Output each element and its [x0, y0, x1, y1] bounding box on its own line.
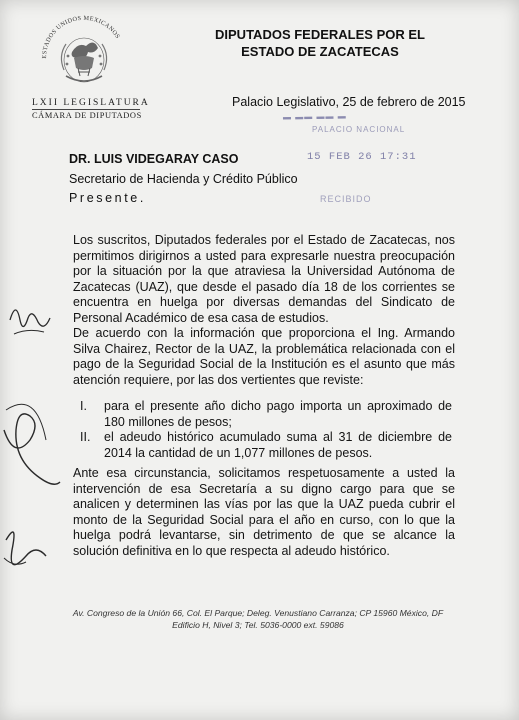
legislature-label: LXII LEGISLATURA — [32, 98, 150, 108]
mexican-coat-of-arms-seal-icon — [34, 10, 134, 96]
place-and-date: Palacio Legislativo, 25 de febrero de 2015 — [232, 95, 466, 109]
footer-line-1: Av. Congreso de la Unión 66, Col. El Parque; Deleg. Venustiano Carranza; CP 15960 México, DF — [72, 608, 444, 618]
recipient-title: Secretario de Hacienda y Crédito Público — [69, 172, 298, 186]
stamp-palace: PALACIO NACIONAL — [312, 125, 406, 134]
body-paragraph-1: Los suscritos, Diputados federales por el Estado de Zacatecas, nos permitimos dirigirnos a usted para expresarle nuestra preocupación por la situación por la que atraviesa la Universidad Autónoma de Zacatecas (UAZ), que desde el pasado día 18 de los corrientes se encuentra en huelga por diversas demandas del Sindicato de Personal Académico de esa casa de estudios. — [73, 233, 455, 325]
chamber-label: CÁMARA DE DIPUTADOS — [32, 111, 142, 120]
list-item-text: para el presente año dicho pago importa un aproximado de 180 millones de pesos; — [104, 399, 452, 429]
stamp-smudge: ▬ ▬▬ ▬▬ ▬ — [282, 111, 347, 122]
recipient-presente: Presente. — [69, 191, 146, 205]
body-paragraph-2: De acuerdo con la información que proporciona el Ing. Armando Silva Chairez, Rector de la UAZ, la problemática relacionada con el pago de la Seguridad Social de la Institución es el asunto que más atención requiere, por las dos vertientes que reviste: — [73, 326, 455, 387]
list-item-text: el adeudo histórico acumulado suma al 31 de diciembre de 2014 la cantidad de un 1,077 millones de pesos. — [104, 430, 452, 460]
letterhead-title — [210, 26, 430, 60]
list-item-number: II. — [80, 430, 91, 444]
seal-ring-text: ESTADOS UNIDOS MEXICANOS — [40, 14, 122, 59]
recipient-name: DR. LUIS VIDEGARAY CASO — [69, 152, 239, 166]
address-footer — [62, 607, 454, 631]
letterhead-title-line1: DIPUTADOS FEDERALES POR EL — [215, 27, 425, 42]
body-paragraph-3: Ante esa circunstancia, solicitamos respetuosamente a usted la intervención de esa Secretaría a su digno cargo para que se analicen y determinen las vías por las que la UAZ pueda cubrir el monto de la Seguridad Social para el año en curso, con lo que la huelga podrá levantarse, sin detrimento de que se alcance la solución definitiva en lo que respecta al adeudo histórico. — [73, 466, 455, 558]
stamp-received-label: RECIBIDO — [320, 194, 372, 204]
list-item-number: I. — [80, 399, 87, 413]
footer-line-2: Edificio H, Nivel 3; Tel. 5036-0000 ext. 59086 — [172, 620, 344, 630]
handwritten-signatures — [0, 290, 70, 590]
stamp-received-date: 15 FEB 26 17:31 — [307, 151, 417, 163]
letterhead-title-line2: ESTADO DE ZACATECAS — [241, 44, 399, 59]
